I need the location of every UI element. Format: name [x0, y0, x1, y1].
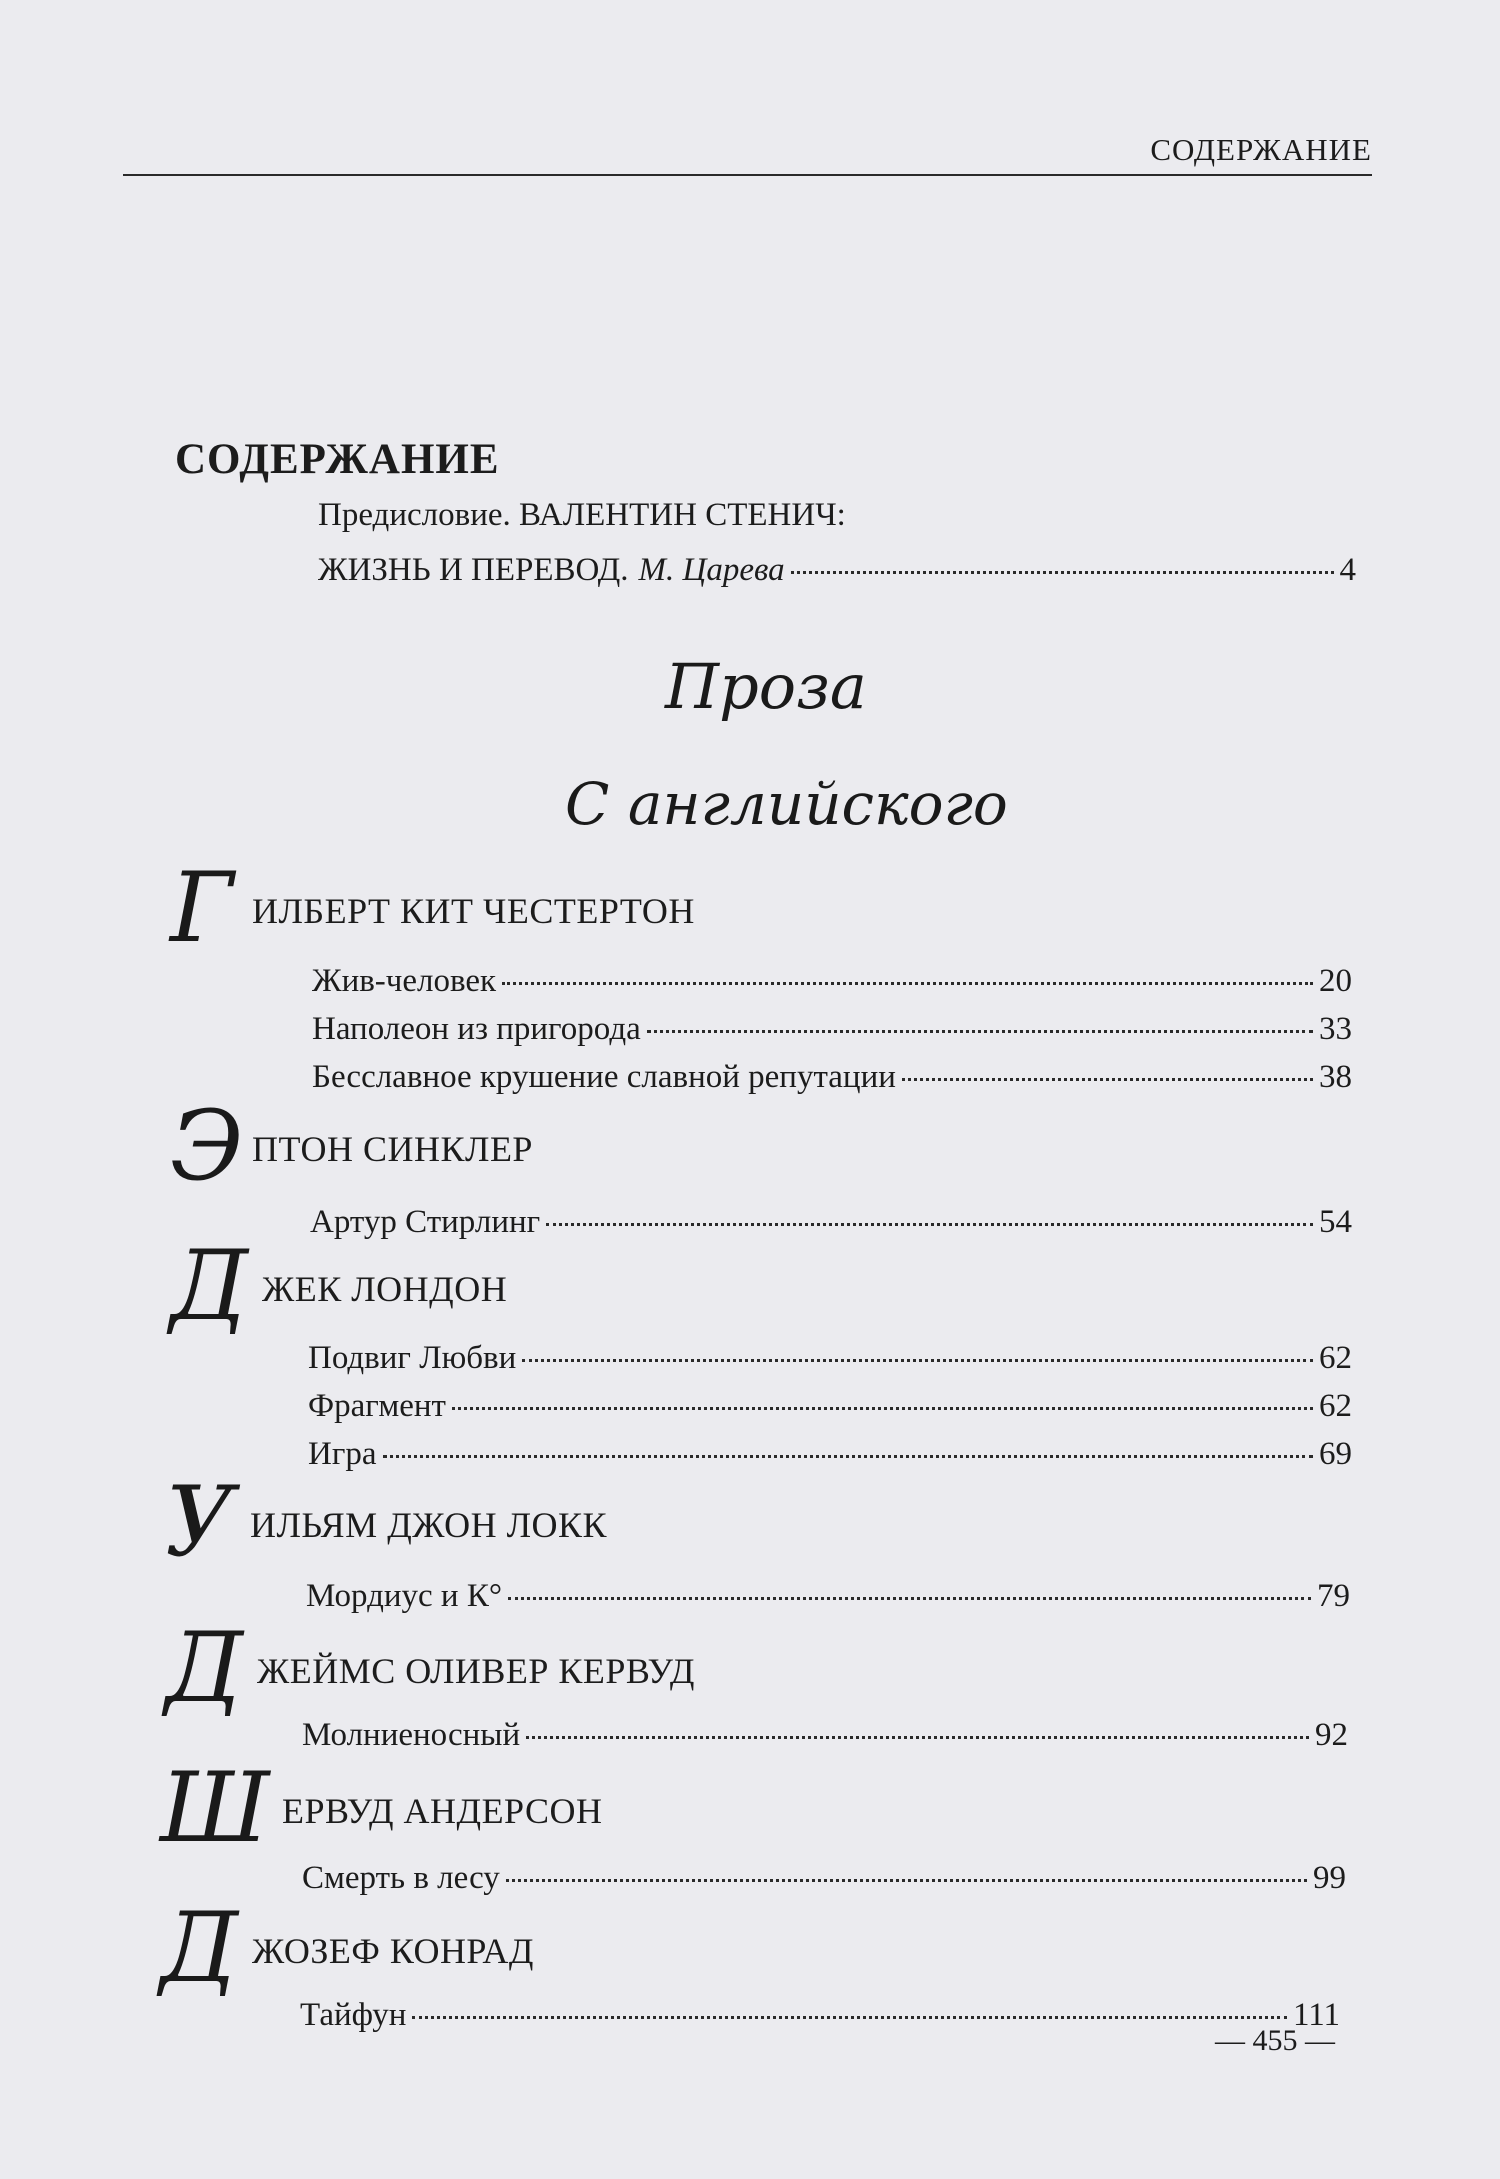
author-initial: У: [165, 1466, 235, 1578]
preface-line-1: Предисловие. ВАЛЕНТИН СТЕНИЧ:: [318, 497, 846, 533]
author-initial: Д: [170, 1230, 249, 1342]
toc-entry: [308, 1340, 1352, 1384]
page-number: 99: [1313, 1860, 1346, 1896]
work-title: Фрагмент: [308, 1388, 446, 1424]
section-heading-script: Проза: [665, 650, 867, 723]
author-heading: [165, 1466, 865, 1578]
toc-entry: [312, 1059, 1352, 1103]
toc-entry: [302, 1860, 1346, 1904]
dot-leader: [506, 1879, 1307, 1882]
author-initial: Г: [170, 852, 234, 964]
author-name: ЖОЗЕФ КОНРАД: [252, 1931, 534, 1971]
page-number: 79: [1317, 1578, 1350, 1614]
author-heading: [170, 852, 870, 964]
page-number: 38: [1319, 1059, 1352, 1095]
author-name: ПТОН СИНКЛЕР: [252, 1129, 533, 1169]
toc-entry: [308, 1436, 1352, 1480]
page-number: 33: [1319, 1011, 1352, 1047]
toc-entry: [300, 1997, 1340, 2041]
dot-leader: [791, 571, 1334, 574]
page-number: 62: [1319, 1388, 1352, 1424]
author-name: ЖЕК ЛОНДОН: [262, 1269, 508, 1309]
dot-leader: [526, 1736, 1309, 1739]
toc-title: СОДЕРЖАНИЕ: [175, 436, 500, 483]
dot-leader: [902, 1078, 1313, 1081]
dot-leader: [647, 1030, 1313, 1033]
author-heading: [170, 1230, 870, 1342]
preface-entry: [318, 552, 1356, 596]
work-title: Мордиус и К°: [306, 1578, 503, 1614]
toc-entry: [308, 1388, 1352, 1432]
work-title: Наполеон из пригорода: [312, 1011, 641, 1047]
preface-line-2: ЖИЗНЬ И ПЕРЕВОД.: [318, 552, 629, 588]
page-number: 62: [1319, 1340, 1352, 1376]
author-initial: Э: [170, 1090, 244, 1202]
work-title: Бесславное крушение славной репутации: [312, 1059, 896, 1095]
toc-entry: [312, 963, 1352, 1007]
toc-entry: [306, 1578, 1350, 1622]
dot-leader: [508, 1597, 1311, 1600]
running-head: СОДЕРЖАНИЕ: [1150, 132, 1372, 167]
subsection-heading-script: С английского: [565, 770, 1008, 838]
work-title: Смерть в лесу: [302, 1860, 500, 1896]
author-heading: [165, 1612, 865, 1724]
folio-page-number: — 455 —: [1215, 2024, 1335, 2057]
page-number: 54: [1319, 1204, 1352, 1240]
dot-leader: [546, 1223, 1313, 1226]
toc-entry: [312, 1011, 1352, 1055]
author-initial: Д: [160, 1892, 239, 2004]
work-title: Артур Стирлинг: [310, 1204, 541, 1240]
preface-author: М. Царева: [638, 552, 785, 588]
author-name: ЕРВУД АНДЕРСОН: [282, 1791, 603, 1831]
work-title: Тайфун: [300, 1997, 407, 2033]
author-name: ИЛЬЯМ ДЖОН ЛОКК: [250, 1505, 608, 1545]
dot-leader: [522, 1359, 1313, 1362]
work-title: Жив-человек: [312, 963, 497, 999]
dot-leader: [452, 1407, 1313, 1410]
author-name: ИЛБЕРТ КИТ ЧЕСТЕРТОН: [252, 891, 695, 931]
work-title: Подвиг Любви: [308, 1340, 517, 1376]
author-initial: Д: [165, 1612, 244, 1724]
author-heading: [160, 1752, 860, 1864]
header-rule: [123, 174, 1372, 176]
page-number: 4: [1339, 552, 1356, 588]
dot-leader: [502, 982, 1313, 985]
toc-entry: [310, 1204, 1352, 1248]
work-title: Молниеносный: [302, 1717, 521, 1753]
author-heading: [160, 1892, 860, 2004]
page-number: 20: [1319, 963, 1352, 999]
page-number: 92: [1315, 1717, 1348, 1753]
dot-leader: [383, 1455, 1313, 1458]
work-title: Игра: [308, 1436, 377, 1472]
toc-entry: [302, 1717, 1348, 1761]
author-name: ЖЕЙМС ОЛИВЕР КЕРВУД: [257, 1651, 695, 1691]
page-number: 111: [1292, 1997, 1340, 2033]
dot-leader: [412, 2016, 1287, 2019]
page-number: 69: [1319, 1436, 1352, 1472]
author-initial: Ш: [160, 1752, 270, 1864]
author-heading: [170, 1090, 870, 1202]
